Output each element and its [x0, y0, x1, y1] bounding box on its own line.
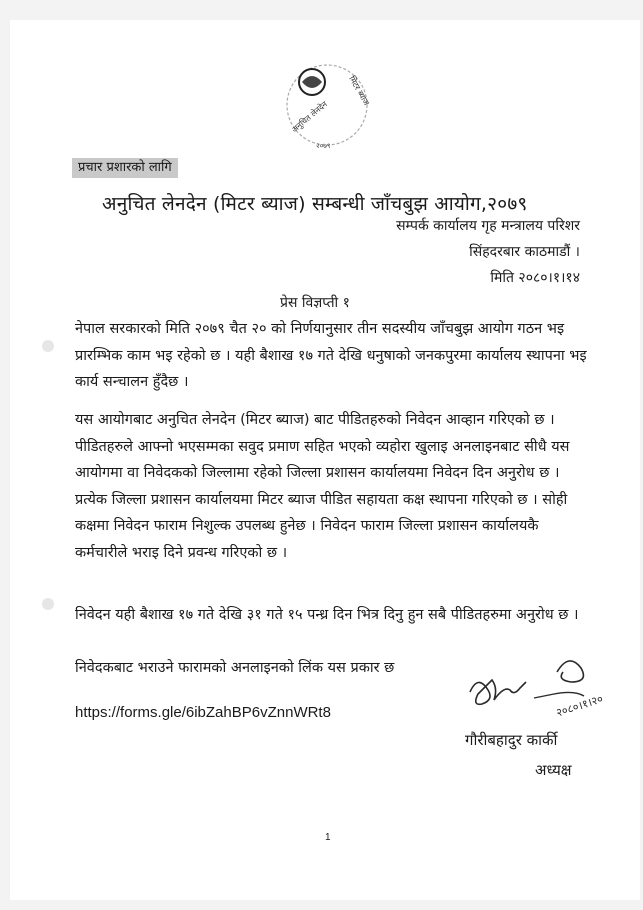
svg-text:अनुचित लेनदेन: अनुचित लेनदेन: [289, 99, 329, 135]
signatory-title: अध्यक्ष: [535, 761, 572, 779]
page-number: 1: [325, 832, 331, 843]
seal-stamp-icon: [272, 60, 382, 160]
punch-hole: [42, 598, 54, 610]
svg-text:२०७९: २०७९: [316, 142, 331, 150]
paragraph-3: निवेदन यही बैशाख १७ गते देखि ३१ गते १५ पन्ध्र दिन भित्र दिनु हुन सबै पीडितहरुमा अनुरोध छ ।: [75, 607, 579, 623]
document-date: मिति २०८०।१।१४: [490, 270, 580, 286]
publicity-label: प्रचार प्रशारको लागि: [72, 158, 178, 178]
address-line-1: सम्पर्क कार्यालय गृह मन्त्रालय परिशर: [396, 218, 580, 234]
document-title: अनुचित लेनदेन (मिटर ब्याज) सम्बन्धी जाँचबुझ आयोग,२०७९: [102, 193, 528, 215]
punch-hole: [42, 340, 54, 352]
paragraph-2: यस आयोगबाट अनुचित लेनदेन (मिटर ब्याज) बाट पीडितहरुको निवेदन आव्हान गरिएको छ । पीडितहरुले आफ्नो भएसम्मका सवुद प्रमाण सहित भएको व्यहोरा खुलाइ अनलाइनबाट सीधै यस आयोगमा वा निवेदकको जिल्लामा रहेको जिल्ला प्रशासन कार्यालयमा निवेदन दिन अनुरोध छ । प्रत्येक जिल्ला प्रशासन कार्यालयमा मिटर ब्याज पीडित सहायता कक्ष स्थापना गरिएको छ । सोही कक्षमा निवेदन फाराम निशुल्क उपलब्ध हुनेछ । निवेदन फाराम जिल्ला प्रशासन कार्यालयकै कर्मचारीले भराइ दिने प्रवन्ध गरिएको छ ।: [75, 412, 570, 561]
link-intro: निवेदकबाट भराउने फारामको अनलाइनको लिंक यस प्रकार छ: [75, 660, 395, 676]
signature-icon: [462, 652, 612, 732]
form-link[interactable]: https://forms.gle/6ibZahBP6vZnnWRt8: [75, 704, 331, 721]
signatory-name: गौरीबहादुर कार्की: [465, 731, 558, 749]
paragraph-1: नेपाल सरकारको मिति २०७९ चैत २० को निर्णयानुसार तीन सदस्यीय जाँचबुझ आयोग गठन भइ प्रारम्भिक काम भइ रहेको छ । यही बैशाख १७ गते देखि धनुषाको जनकपुरमा कार्यालय स्थापना भइ कार्य सन्चालन हुँदैछ ।: [75, 321, 587, 390]
document-page: [10, 20, 640, 900]
address-line-2: सिंहदरबार काठमाडौं ।: [469, 244, 580, 260]
press-release-heading: प्रेस विज्ञप्ती १: [280, 295, 350, 311]
svg-text:मिटर ब्याज: मिटर ब्याज: [347, 74, 371, 107]
handwritten-date: २०८०।१।२०: [554, 692, 605, 720]
